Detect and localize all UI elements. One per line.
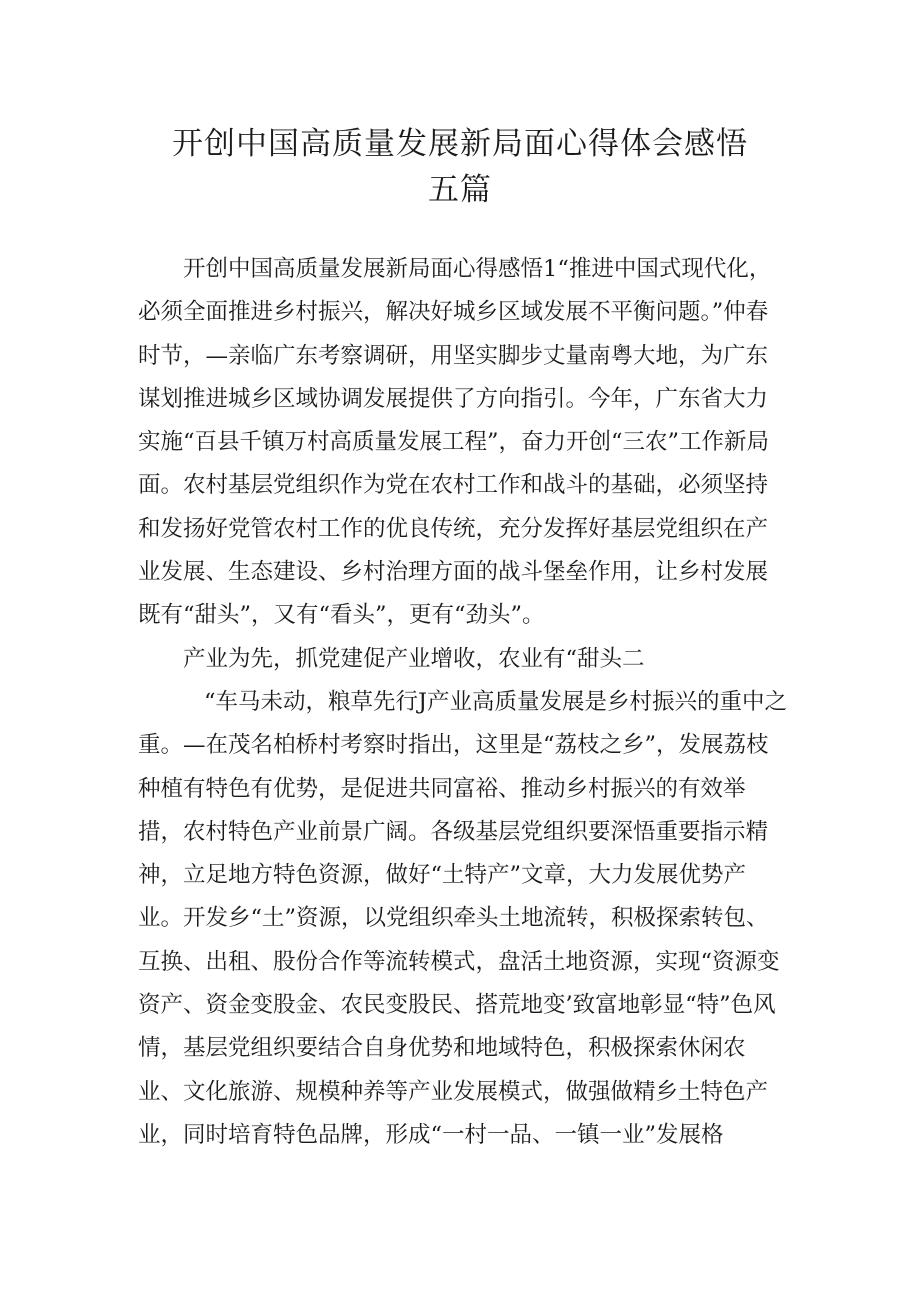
- document-title: 开创中国高质量发展新局面心得体会感悟: [172, 126, 748, 162]
- paragraph-intro: 开创中国高质量发展新局面心得感悟1“推进中国式现代化，必须全面推进乡村振兴，解决好城乡区域发展不平衡问题。”仲春时节，—亲临广东考察调研，用坚实脚步丈量南粤大地，为广东谋划推进城乡区域协调发展提供了方向指引。今年，广东省大力实施“百县千镇万村高质量发展工程”，奋力开创“三农”工作新局面。农村基层党组织作为党在农村工作和战斗的基础，必须坚持和发扬好党管农村工作的优良传统，充分发挥好基层党组织在产业发展、生态建设、乡村治理方面的战斗堡垒作用，让乡村发展既有“甜头”，又有“看头”，更有“劲头”。: [138, 256, 772, 629]
- section-heading-industry: 产业为先，抓党建促产业增收，农业有“甜头二: [183, 646, 645, 672]
- paragraph-industry: “车马未动，粮草先行J产业高质量发展是乡村振兴的重中之重。—在茂名柏桥村考察时指出，这里是“荔枝之乡”，发展荔枝种植有特色有优势，是促进共同富裕、推动乡村振兴的有效举措，农村特色产业前景广阔。各级基层党组织要深悟重要指示精神，立足地方特色资源，做好“土特产”文章，大力发展优势产业。开发乡“土”资源，以党组织牵头土地流转，积极探索转包、互换、出租、股份合作等流转模式，盘活土地资源，实现“资源变资产、资金变股金、农民变股民、搭荒地变’致富地彰显“特”色风情，基层党组织要结合自身优势和地域特色，积极探索休闲农业、文化旅游、规模种养等产业发展模式，做强做精乡土特色产业，同时培育特色品牌，形成“一村一品、一镇一业”发展格: [138, 689, 788, 1148]
- document-title-continuation: 五篇: [428, 172, 492, 208]
